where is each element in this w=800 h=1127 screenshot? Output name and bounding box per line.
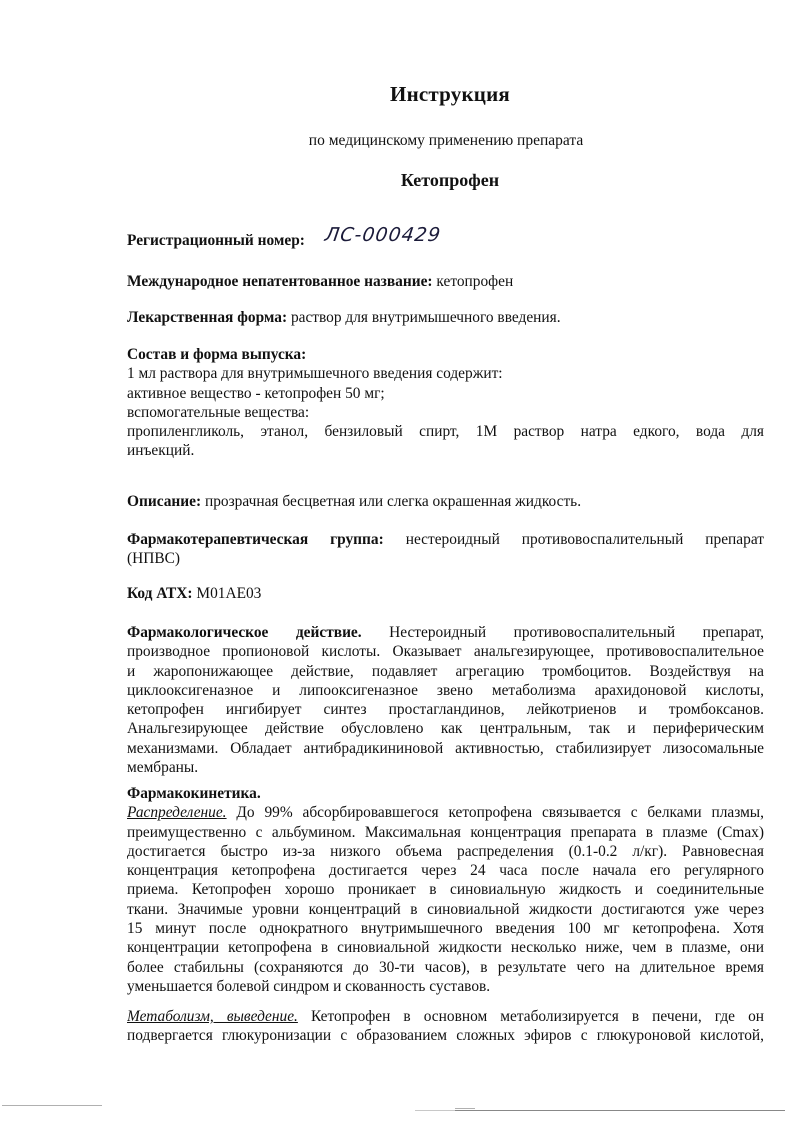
composition-section: [127, 345, 764, 461]
composition-line: активное вещество - кетопрофен 50 мг;: [127, 384, 385, 402]
distribution-line: ткани. Значимые уровни концентраций в синовиальной жидкости достигаются уже через: [127, 900, 764, 918]
composition-line: 1 мл раствора для внутримышечного введения содержит:: [127, 365, 503, 383]
pharmacokinetics-section: [127, 784, 764, 996]
dosage-form-section: [127, 308, 764, 327]
pharmacology-label: Фармакологическое действие.: [127, 624, 362, 641]
atc-label: Код АТХ:: [127, 585, 193, 602]
distribution-line: преимущественно с альбумином. Максимальная концентрация препарата в плазме (Cmax): [127, 823, 764, 841]
pharmacology-line: кетопрофен ингибирует синтез простагландинов, лейкотриенов и тромбоксанов.: [127, 701, 764, 719]
dosage-form-value: раствор для внутримышечного введения.: [287, 309, 561, 326]
distribution-line: уменьшается болевой синдром и скованность суставов.: [127, 977, 491, 995]
distribution-line: более стабильны (сохраняются до 30-ти часов), в результате чего на длительное время: [127, 958, 764, 976]
description-section: [127, 492, 764, 511]
registration-number-handwritten: ЛС-000429: [323, 224, 443, 246]
pharm-group-section: [127, 530, 764, 569]
inn-value: кетопрофен: [432, 273, 514, 290]
metabolism-label: Метаболизм, выведение.: [127, 1008, 298, 1025]
description-value: прозрачная бесцветная или слегка окрашенная жидкость.: [201, 493, 582, 510]
metabolism-text: Кетопрофен в основном метаболизируется в печени, где он: [310, 1008, 764, 1025]
distribution-line: концентрации кетопрофена в синовиальной жидкости несколько ниже, чем в плазме, они: [127, 939, 764, 957]
inn-label: Международное непатентованное название:: [127, 273, 433, 290]
pharmacology-line: производное пропионовой кислоты. Оказывает анальгезирующее, противовоспалительное: [127, 643, 764, 661]
distribution-line: приема. Кетопрофен хорошо проникает в синовиальную жидкость и соединительные: [127, 881, 764, 899]
pharmacology-section: [127, 623, 764, 777]
scan-artifacts: [0, 1105, 800, 1115]
pharmacology-text: Нестероидный противовоспалительный препарат,: [389, 624, 764, 641]
pharmacokinetics-label: Фармакокинетика.: [127, 785, 261, 802]
description-label: Описание:: [127, 493, 202, 510]
metabolism-line: подвергается глюкуронизации с образованием сложных эфиров с глюкуроновой кислотой,: [127, 1027, 764, 1045]
composition-line: пропиленгликоль, этанол, бензиловый спирт, 1М раствор натра едкого, вода для: [127, 423, 764, 441]
pharmacology-line: мембраны.: [127, 759, 199, 777]
composition-label: Состав и форма выпуска:: [127, 346, 307, 363]
pharm-group-value: нестероидный противовоспалительный препарат: [405, 531, 764, 548]
distribution-label: Распределение.: [127, 804, 227, 822]
composition-line: вспомогательные вещества:: [127, 403, 310, 421]
pharmacology-line: и жаропонижающее действие, подавляет агрегацию тромбоцитов. Воздействуя на: [127, 662, 764, 680]
registration-label: Регистрационный номер:: [127, 232, 305, 249]
pharm-group-value-line2: (НПВС): [127, 550, 181, 568]
document-title: Инструкция: [390, 82, 510, 106]
inn-section: [127, 272, 764, 291]
pharmacology-line: Анальгезирующее действие обусловлено как центральным, так и периферическим: [127, 720, 764, 738]
composition-line: инъекций.: [127, 442, 195, 460]
metabolism-section: [127, 1007, 764, 1046]
atc-section: [127, 584, 764, 603]
atc-value: M01AE03: [192, 585, 262, 602]
distribution-line: концентрация кетопрофена достигается через 24 часа после начала его регулярного: [127, 862, 764, 880]
drug-name: Кетопрофен: [400, 170, 500, 190]
pharmacology-line: циклооксигеназное и липооксигеназное звено метаболизма арахидоновой кислоты,: [127, 681, 764, 699]
distribution-line: достигается быстро из-за низкого объема распределения (0.1-0.2 л/кг). Равновесная: [127, 842, 764, 860]
distribution-line: 15 минут после однократного внутримышечного введения 100 мг кетопрофена. Хотя: [127, 920, 764, 938]
dosage-form-label: Лекарственная форма:: [127, 309, 288, 326]
document-subtitle: по медицинскому применению препарата: [308, 132, 584, 149]
distribution-text: До 99% абсорбировавшегося кетопрофена связывается с белками плазмы,: [226, 804, 764, 822]
pharmacology-line: механизмами. Обладает антибрадикининовой активностью, стабилизирует лизосомальные: [127, 739, 764, 757]
pharm-group-label: Фармакотерапевтическая группа:: [127, 531, 384, 548]
